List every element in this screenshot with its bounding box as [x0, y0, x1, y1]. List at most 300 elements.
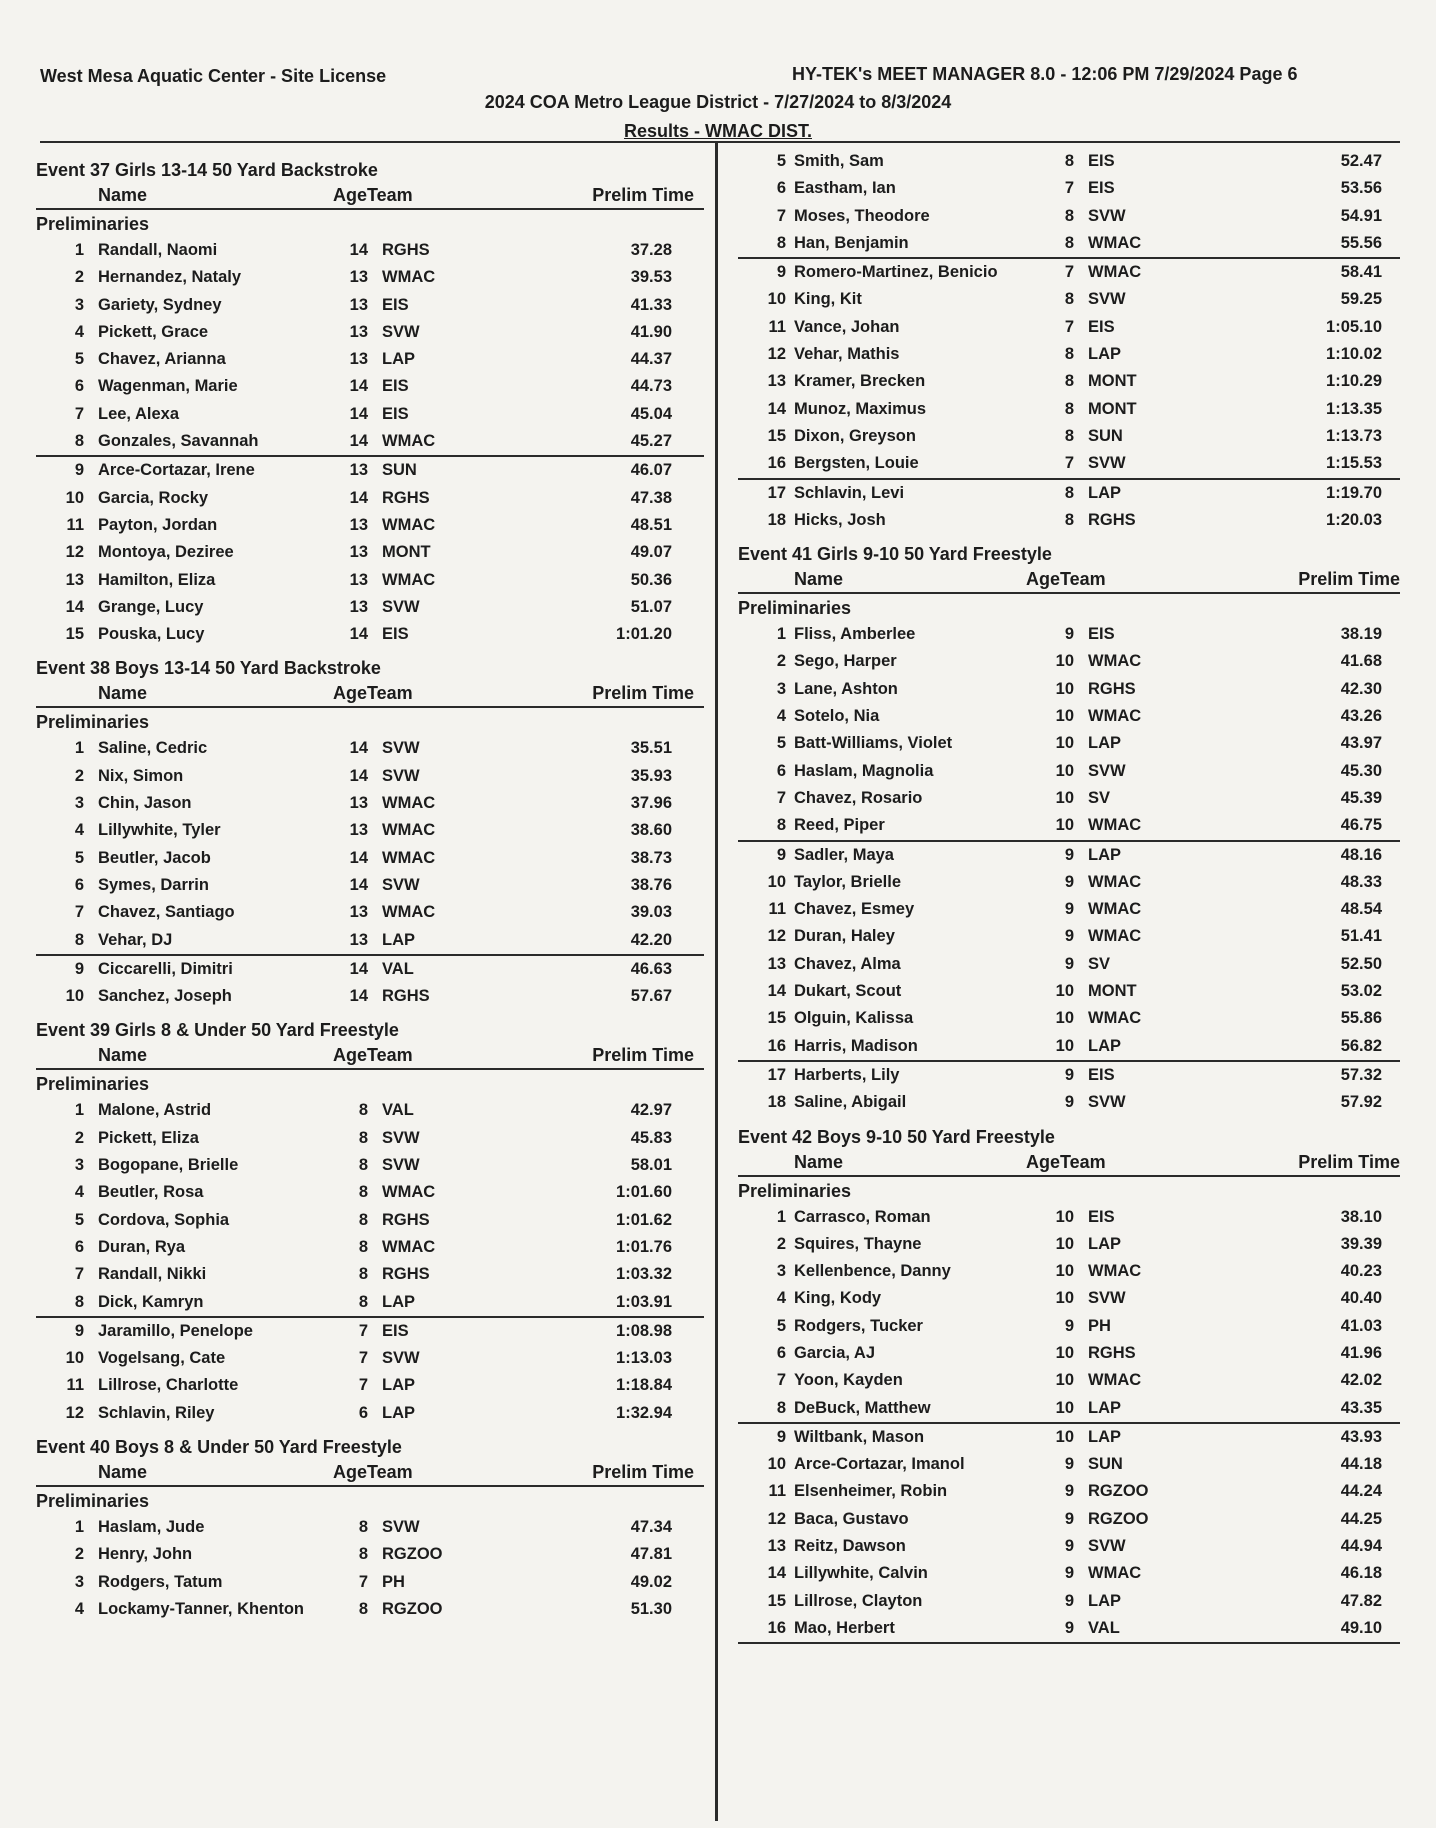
- prelim-time: 1:03.32: [616, 1265, 672, 1284]
- swimmer-name: Taylor, Brielle: [794, 872, 901, 891]
- result-row: [738, 1395, 1400, 1424]
- prelim-time: 38.73: [630, 848, 672, 867]
- prelim-time-column-header: Prelim Time: [1298, 1151, 1400, 1172]
- team-code: RGZOO: [1088, 1482, 1149, 1501]
- swimmer-age: 13: [349, 295, 368, 314]
- result-row: [36, 457, 704, 484]
- results-column-header: [36, 682, 704, 708]
- swimmer-age: 7: [358, 1572, 368, 1591]
- swimmer-age: 10: [1055, 761, 1074, 780]
- name-column-header: Name: [794, 1151, 844, 1172]
- place-number: 10: [767, 872, 786, 891]
- swimmer-name: Pickett, Grace: [98, 322, 209, 341]
- swimmer-name: Pickett, Eliza: [98, 1128, 199, 1147]
- swimmer-name: Pouska, Lucy: [98, 625, 205, 644]
- swimmer-age: 10: [1055, 816, 1074, 835]
- swimmer-name: Chavez, Rosario: [794, 788, 923, 807]
- result-row: [738, 480, 1400, 507]
- swimmer-name: Lane, Ashton: [794, 679, 898, 698]
- prelim-time: 1:03.91: [616, 1292, 672, 1311]
- team-code: EIS: [1088, 1207, 1115, 1226]
- place-number: 8: [74, 432, 84, 451]
- swimmer-age: 10: [1055, 1207, 1074, 1226]
- swimmer-name: King, Kit: [794, 290, 862, 309]
- place-number: 13: [65, 570, 84, 589]
- swimmer-age: 14: [349, 875, 368, 894]
- swimmer-name: Saline, Cedric: [98, 739, 208, 758]
- prelim-time: 1:13.03: [616, 1349, 672, 1368]
- prelim-time: 39.03: [630, 903, 672, 922]
- prelim-time: 1:13.35: [1326, 399, 1382, 418]
- prelim-time: 40.23: [1340, 1262, 1382, 1281]
- result-row: [36, 817, 704, 844]
- result-row: [738, 951, 1400, 978]
- team-code: RGZOO: [382, 1599, 443, 1618]
- prelim-time-column-header: Prelim Time: [1298, 569, 1400, 590]
- swimmer-age: 7: [358, 1321, 368, 1340]
- prelim-time: 51.07: [630, 597, 672, 616]
- prelim-time: 45.27: [630, 432, 672, 451]
- team-code: RGHS: [382, 1265, 430, 1284]
- result-row: [738, 648, 1400, 675]
- column-divider: [715, 141, 718, 1821]
- age-team-column-header: AgeTeam: [333, 1461, 413, 1482]
- swimmer-age: 9: [1064, 872, 1074, 891]
- result-row: [36, 428, 704, 457]
- place-number: 7: [776, 206, 786, 225]
- team-code: WMAC: [1088, 1564, 1142, 1583]
- team-code: LAP: [1088, 483, 1121, 502]
- team-code: WMAC: [382, 432, 436, 451]
- prelim-time: 45.39: [1340, 788, 1382, 807]
- result-row: [738, 507, 1400, 534]
- team-code: SVW: [1088, 454, 1126, 473]
- preliminaries-label: Preliminaries: [36, 1074, 150, 1095]
- team-code: LAP: [1088, 345, 1121, 364]
- prelim-time: 47.38: [630, 488, 672, 507]
- team-code: WMAC: [1088, 263, 1142, 282]
- swimmer-name: Jaramillo, Penelope: [98, 1321, 253, 1340]
- result-row: [738, 341, 1400, 368]
- result-row: [738, 785, 1400, 812]
- prelim-time: 49.07: [630, 543, 672, 562]
- place-number: 16: [767, 1618, 786, 1637]
- swimmer-name: Dick, Kamryn: [98, 1292, 204, 1311]
- prelim-time: 1:18.84: [616, 1376, 672, 1395]
- swimmer-name: Elsenheimer, Robin: [794, 1482, 948, 1501]
- prelim-time: 1:19.70: [1326, 483, 1382, 502]
- result-row: [738, 1615, 1400, 1644]
- place-number: 6: [74, 1237, 84, 1256]
- team-code: WMAC: [1088, 1262, 1142, 1281]
- place-number: 3: [776, 1262, 786, 1281]
- team-code: EIS: [1088, 179, 1115, 198]
- swimmer-age: 9: [1064, 1564, 1074, 1583]
- swimmer-name: Smith, Sam: [794, 152, 884, 170]
- team-code: LAP: [1088, 1591, 1121, 1610]
- prelim-time: 43.26: [1340, 707, 1382, 726]
- swimmer-age: 10: [1055, 1289, 1074, 1308]
- name-column-header: Name: [794, 569, 844, 590]
- result-row: [738, 896, 1400, 923]
- result-row: [36, 1400, 704, 1427]
- swimmer-age: 8: [358, 1101, 368, 1120]
- place-number: 7: [74, 1265, 84, 1284]
- team-code: WMAC: [382, 821, 436, 840]
- place-number: 12: [767, 345, 786, 364]
- swimmer-name: Duran, Rya: [98, 1237, 186, 1256]
- team-code: WMAC: [382, 1237, 436, 1256]
- result-row: [738, 1424, 1400, 1451]
- prelim-time: 39.39: [1340, 1234, 1382, 1253]
- place-number: 1: [74, 241, 84, 259]
- result-row: [738, 923, 1400, 950]
- team-code: LAP: [1088, 1234, 1121, 1253]
- prelim-time: 57.67: [630, 987, 672, 1006]
- event-block: [738, 148, 1400, 534]
- swimmer-name: Hernandez, Nataly: [98, 268, 242, 287]
- swimmer-name: Harris, Madison: [794, 1036, 918, 1055]
- result-row: [36, 1289, 704, 1318]
- swimmer-name: Vance, Johan: [794, 317, 900, 336]
- result-row: [36, 264, 704, 291]
- team-code: WMAC: [1088, 652, 1142, 671]
- team-code: WMAC: [1088, 816, 1142, 835]
- place-number: 7: [776, 1371, 786, 1390]
- meet-title: 2024 COA Metro League District - 7/27/2024 to 8/3/2024: [484, 92, 952, 112]
- place-number: 16: [767, 1036, 786, 1055]
- swimmer-name: Lillrose, Charlotte: [98, 1376, 239, 1395]
- place-number: 8: [74, 1292, 84, 1311]
- place-number: 8: [776, 816, 786, 835]
- team-code: SVW: [1088, 1093, 1126, 1112]
- place-number: 15: [65, 625, 84, 644]
- swimmer-age: 8: [358, 1210, 368, 1229]
- team-code: RGHS: [382, 987, 430, 1006]
- team-code: WMAC: [1088, 707, 1142, 726]
- result-row: [738, 1313, 1400, 1340]
- swimmer-age: 8: [1064, 233, 1074, 252]
- swimmer-age: 13: [349, 597, 368, 616]
- swimmer-age: 9: [1064, 1093, 1074, 1112]
- swimmer-name: Lillywhite, Tyler: [98, 821, 221, 840]
- prelim-time: 51.30: [630, 1599, 672, 1618]
- prelim-time: 43.97: [1340, 734, 1382, 753]
- result-row: [36, 237, 704, 264]
- swimmer-name: Romero-Martinez, Benicio: [794, 263, 998, 282]
- team-code: EIS: [382, 625, 409, 644]
- team-code: MONT: [1088, 982, 1137, 1001]
- right-column: [738, 148, 1400, 1646]
- prelim-time: 51.41: [1340, 927, 1382, 946]
- team-code: EIS: [382, 377, 409, 396]
- prelim-time: 55.56: [1340, 233, 1382, 252]
- swimmer-name: Payton, Jordan: [98, 515, 218, 534]
- swimmer-age: 8: [1064, 152, 1074, 170]
- swimmer-name: Moses, Theodore: [794, 206, 930, 225]
- team-code: EIS: [382, 1321, 409, 1340]
- prelim-time: 40.40: [1340, 1289, 1382, 1308]
- swimmer-name: Chin, Jason: [98, 794, 192, 813]
- result-row: [738, 368, 1400, 395]
- team-code: RGHS: [1088, 1343, 1136, 1362]
- header-divider: [40, 141, 1400, 143]
- result-row: [36, 845, 704, 872]
- result-row: [738, 1089, 1400, 1116]
- prelim-time: 37.28: [630, 241, 672, 259]
- prelim-time: 42.97: [630, 1101, 672, 1120]
- team-code: WMAC: [382, 848, 436, 867]
- place-number: 12: [767, 1509, 786, 1528]
- place-number: 6: [776, 179, 786, 198]
- swimmer-name: Duran, Haley: [794, 927, 895, 946]
- preliminaries-label: Preliminaries: [36, 214, 150, 234]
- place-number: 11: [66, 1376, 84, 1395]
- team-code: LAP: [1088, 734, 1121, 753]
- prelim-time: 41.96: [1340, 1343, 1382, 1362]
- prelim-time: 35.51: [630, 739, 672, 758]
- result-row: [36, 567, 704, 594]
- swimmer-age: 8: [358, 1292, 368, 1311]
- place-number: 1: [776, 1207, 786, 1226]
- prelim-time: 47.34: [630, 1517, 672, 1536]
- result-row: [36, 735, 704, 762]
- team-code: SVW: [382, 739, 420, 758]
- name-column-header: Name: [98, 1045, 148, 1066]
- prelim-time: 57.32: [1340, 1065, 1382, 1084]
- place-number: 2: [74, 1128, 84, 1147]
- swimmer-name: Wagenman, Marie: [98, 377, 238, 396]
- prelim-time: 38.76: [630, 875, 672, 894]
- place-number: 3: [74, 794, 84, 813]
- prelim-time: 38.60: [630, 821, 672, 840]
- swimmer-age: 10: [1055, 1371, 1074, 1390]
- team-code: SVW: [382, 1349, 420, 1368]
- swimmer-age: 7: [1064, 179, 1074, 198]
- swimmer-age: 8: [358, 1183, 368, 1202]
- results-column-header: [738, 1151, 1400, 1177]
- preliminaries-label: Preliminaries: [738, 598, 852, 619]
- result-row: [738, 148, 1400, 175]
- prelim-time: 44.18: [1340, 1455, 1382, 1474]
- swimmer-age: 10: [1055, 652, 1074, 671]
- result-row: [36, 485, 704, 512]
- place-number: 5: [74, 350, 84, 369]
- result-row: [36, 1234, 704, 1261]
- team-code: MONT: [1088, 372, 1137, 391]
- result-row: [738, 730, 1400, 757]
- swimmer-age: 14: [349, 404, 368, 423]
- swimmer-age: 14: [349, 766, 368, 785]
- swimmer-name: Fliss, Amberlee: [794, 625, 916, 644]
- team-code: RGHS: [382, 1210, 430, 1229]
- place-number: 2: [776, 1234, 786, 1253]
- place-number: 5: [776, 1316, 786, 1335]
- swimmer-age: 8: [358, 1128, 368, 1147]
- prelim-time: 1:01.76: [616, 1237, 672, 1256]
- swimmer-name: Eastham, Ian: [794, 179, 896, 198]
- place-number: 3: [74, 1156, 84, 1175]
- team-code: SVW: [382, 597, 420, 616]
- prelim-time: 58.01: [630, 1156, 672, 1175]
- swimmer-name: Dukart, Scout: [794, 982, 902, 1001]
- prelim-time: 56.82: [1340, 1036, 1382, 1055]
- result-row: [738, 621, 1400, 648]
- result-row: [738, 1588, 1400, 1615]
- result-row: [36, 956, 704, 983]
- swimmer-age: 9: [1064, 954, 1074, 973]
- place-number: 14: [767, 1564, 786, 1583]
- swimmer-name: Kramer, Brecken: [794, 372, 926, 391]
- team-code: RGHS: [382, 488, 430, 507]
- swimmer-name: Yoon, Kayden: [794, 1371, 903, 1390]
- prelim-time: 42.02: [1340, 1371, 1382, 1390]
- place-number: 12: [767, 927, 786, 946]
- place-number: 9: [74, 959, 84, 978]
- swimmer-name: Henry, John: [98, 1545, 193, 1564]
- result-row: [738, 1478, 1400, 1505]
- swimmer-age: 13: [349, 794, 368, 813]
- event-block: [36, 156, 704, 648]
- prelim-time: 58.41: [1340, 263, 1382, 282]
- preliminaries-label: Preliminaries: [36, 712, 150, 733]
- event-title: Event 37 Girls 13-14 50 Yard Backstroke: [36, 160, 378, 180]
- result-row: [738, 812, 1400, 841]
- swimmer-age: 7: [1064, 263, 1074, 282]
- swimmer-age: 9: [1064, 1482, 1074, 1501]
- team-code: RGHS: [1088, 510, 1136, 529]
- team-code: EIS: [1088, 152, 1115, 170]
- result-row: [738, 450, 1400, 479]
- age-team-column-header: AgeTeam: [1026, 569, 1106, 590]
- swimmer-age: 8: [358, 1517, 368, 1536]
- swimmer-age: 10: [1055, 1343, 1074, 1362]
- event-title: Event 39 Girls 8 & Under 50 Yard Freestyle: [36, 1020, 399, 1041]
- team-code: SVW: [382, 875, 420, 894]
- result-row: [36, 1514, 704, 1541]
- team-code: LAP: [1088, 1036, 1121, 1055]
- result-row: [36, 983, 704, 1010]
- swimmer-age: 13: [349, 821, 368, 840]
- swimmer-name: Olguin, Kalissa: [794, 1009, 914, 1028]
- team-code: WMAC: [1088, 1371, 1142, 1390]
- prelim-time: 45.30: [1340, 761, 1382, 780]
- prelim-time: 44.37: [630, 350, 672, 369]
- swimmer-name: Arce-Cortazar, Irene: [98, 461, 255, 480]
- prelim-time: 1:01.20: [616, 625, 672, 644]
- place-number: 8: [776, 1398, 786, 1417]
- swimmer-age: 10: [1055, 1262, 1074, 1281]
- team-code: WMAC: [382, 794, 436, 813]
- result-row: [36, 1207, 704, 1234]
- swimmer-name: Hicks, Josh: [794, 510, 886, 529]
- swimmer-name: Vehar, DJ: [98, 930, 173, 949]
- swimmer-age: 14: [349, 377, 368, 396]
- swimmer-name: Nix, Simon: [98, 766, 184, 785]
- place-number: 18: [767, 510, 786, 529]
- swimmer-name: Lee, Alexa: [98, 404, 180, 423]
- place-number: 9: [776, 1427, 786, 1446]
- place-number: 15: [767, 1591, 786, 1610]
- swimmer-name: Baca, Gustavo: [794, 1509, 909, 1528]
- team-code: EIS: [382, 295, 409, 314]
- prelim-time: 46.07: [630, 461, 672, 480]
- swimmer-name: Cordova, Sophia: [98, 1210, 230, 1229]
- swimmer-name: Lillrose, Clayton: [794, 1591, 923, 1610]
- prelim-time: 38.10: [1340, 1207, 1382, 1226]
- place-number: 3: [74, 295, 84, 314]
- place-number: 11: [768, 317, 786, 336]
- swimmer-age: 10: [1055, 1009, 1074, 1028]
- prelim-time: 1:01.62: [616, 1210, 672, 1229]
- swimmer-age: 8: [1064, 290, 1074, 309]
- prelim-time-column-header: Prelim Time: [592, 1461, 694, 1482]
- result-row: [36, 1152, 704, 1179]
- place-number: 6: [74, 377, 84, 396]
- place-number: 17: [767, 1065, 786, 1084]
- result-row: [738, 1204, 1400, 1231]
- swimmer-name: Mao, Herbert: [794, 1618, 895, 1637]
- swimmer-age: 8: [1064, 206, 1074, 225]
- swimmer-age: 10: [1055, 679, 1074, 698]
- prelim-time: 46.75: [1340, 816, 1382, 835]
- swimmer-age: 8: [1064, 510, 1074, 529]
- team-code: LAP: [1088, 1427, 1121, 1446]
- swimmer-age: 8: [1064, 399, 1074, 418]
- place-number: 4: [74, 1599, 84, 1618]
- team-code: WMAC: [1088, 233, 1142, 252]
- swimmer-age: 13: [349, 350, 368, 369]
- swimmer-age: 8: [1064, 345, 1074, 364]
- result-row: [738, 1062, 1400, 1089]
- place-number: 10: [767, 1455, 786, 1474]
- left-column: [36, 150, 704, 1625]
- place-number: 1: [74, 1517, 84, 1536]
- place-number: 4: [74, 1183, 84, 1202]
- prelim-time: 1:32.94: [616, 1403, 672, 1422]
- result-row: [738, 203, 1400, 230]
- swimmer-age: 9: [1064, 1509, 1074, 1528]
- team-code: MONT: [1088, 399, 1137, 418]
- swimmer-age: 14: [349, 241, 368, 259]
- swimmer-name: Garcia, Rocky: [98, 488, 209, 507]
- place-number: 4: [74, 821, 84, 840]
- prelim-time: 42.20: [630, 930, 672, 949]
- result-row: [36, 512, 704, 539]
- result-row: [36, 1569, 704, 1596]
- team-code: LAP: [1088, 1398, 1121, 1417]
- swimmer-age: 8: [1064, 426, 1074, 445]
- result-row: [738, 1506, 1400, 1533]
- swimmer-name: DeBuck, Matthew: [794, 1398, 931, 1417]
- place-number: 10: [65, 488, 84, 507]
- result-row: [36, 594, 704, 621]
- team-code: PH: [382, 1572, 405, 1591]
- place-number: 6: [776, 1343, 786, 1362]
- swimmer-age: 10: [1055, 1234, 1074, 1253]
- result-row: [738, 423, 1400, 450]
- team-code: LAP: [382, 1376, 415, 1395]
- prelim-time-column-header: Prelim Time: [592, 185, 694, 205]
- result-row: [738, 703, 1400, 730]
- age-team-column-header: AgeTeam: [333, 185, 413, 205]
- place-number: 5: [74, 848, 84, 867]
- result-row: [738, 1258, 1400, 1285]
- place-number: 14: [65, 597, 84, 616]
- swimmer-name: Sadler, Maya: [794, 845, 894, 864]
- swimmer-name: Randall, Naomi: [98, 241, 218, 259]
- team-code: WMAC: [382, 1183, 436, 1202]
